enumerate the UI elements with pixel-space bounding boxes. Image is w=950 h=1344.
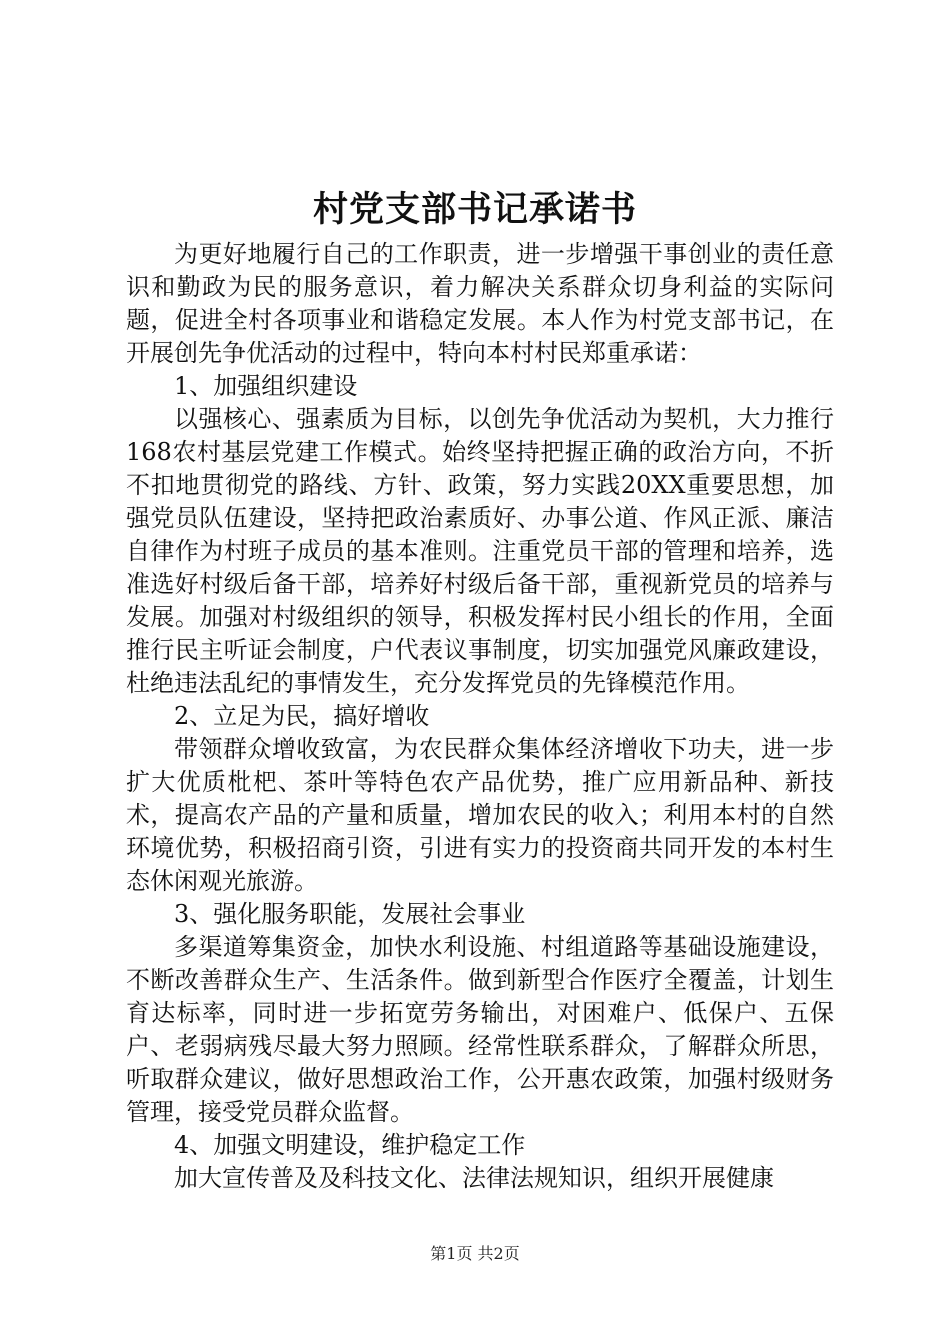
document-body	[126, 238, 834, 1195]
section-paragraph-3: 多渠道筹集资金，加快水利设施、村组道路等基础设施建设，不断改善群众生产、生活条件。做到新型合作医疗全覆盖，计划生育达标率，同时进一步拓宽劳务输出，对困难户、低保户、五保户、老弱病残尽最大努力照顾。经常性联系群众，了解群众所思，听取群众建议，做好思想政治工作，公开惠农政策，加强村级财务管理，接受党员群众监督。	[126, 933, 834, 1126]
section-heading-3: 3、强化服务职能，发展社会事业	[174, 900, 526, 928]
document-title: 村党支部书记承诺书	[312, 189, 637, 230]
section-paragraph-1: 以强核心、强素质为目标，以创先争优活动为契机，大力推行168农村基层党建工作模式。始终坚持把握正确的政治方向，不折不扣地贯彻党的路线、方针、政策，努力实践20XX重要思想，加强党员队伍建设，坚持把政治素质好、办事公道、作风正派、廉洁自律作为村班子成员的基本准则。注重党员干部的管理和培养，选准选好村级后备干部，培养好村级后备干部，重视新党员的培养与发展。加强对村级组织的领导，积极发挥村民小组长的作用，全面推行民主听证会制度，户代表议事制度，切实加强党风廉政建设，杜绝违法乱纪的事情发生，充分发挥党员的先锋模范作用。	[126, 405, 834, 697]
intro-paragraph: 为更好地履行自己的工作职责，进一步增强干事创业的责任意识和勤政为民的服务意识，着力解决关系群众切身利益的实际问题，促进全村各项事业和谐稳定发展。本人作为村党支部书记，在开展创先争优活动的过程中，特向本村村民郑重承诺：	[126, 240, 834, 367]
section-heading-2: 2、立足为民，搞好增收	[174, 702, 430, 730]
section-heading-1: 1、加强组织建设	[174, 372, 358, 400]
section-heading-4: 4、加强文明建设，维护稳定工作	[174, 1131, 526, 1159]
page-footer: 第1页 共2页	[430, 1244, 520, 1263]
section-paragraph-4: 加大宣传普及及科技文化、法律法规知识，组织开展健康	[174, 1164, 774, 1192]
section-paragraph-2: 带领群众增收致富，为农民群众集体经济增收下功夫，进一步扩大优质枇杷、茶叶等特色农产品优势，推广应用新品种、新技术，提高农产品的产量和质量，增加农民的收入；利用本村的自然环境优势，积极招商引资，引进有实力的投资商共同开发的本村生态休闲观光旅游。	[126, 735, 834, 895]
